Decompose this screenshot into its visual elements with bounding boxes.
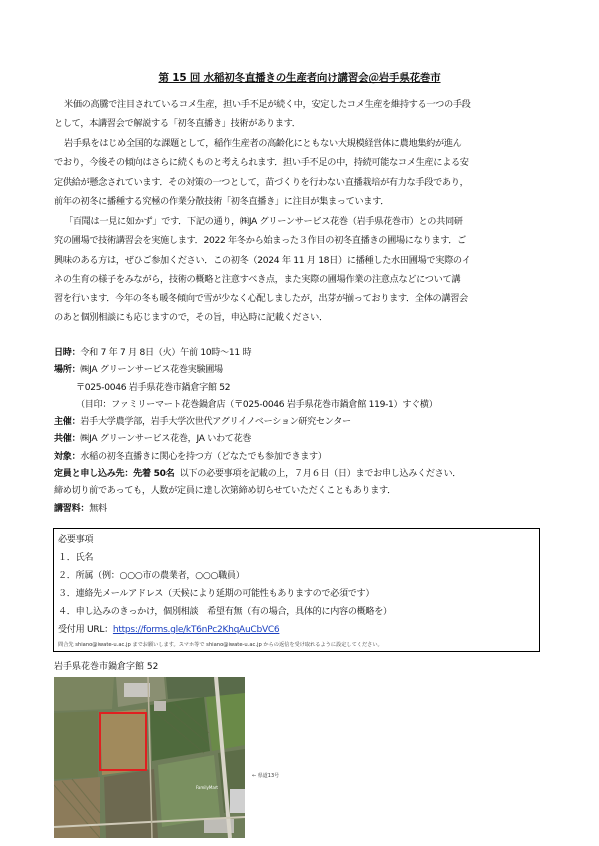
event-line: 「百聞は一見に如かず」です．下記の通り，㈱JA グリーンサービス花巻（岩手県花巻市）との共同研 — [64, 216, 463, 227]
capacity-row — [54, 466, 564, 483]
store-label: FamilyMart — [196, 785, 218, 790]
event-line: 習を行います．今年の冬も暖冬傾向で雪が少なく心配しましたが，出芽が揃っております．全体の講習会 — [54, 293, 468, 305]
cohost-row — [54, 431, 564, 448]
background-paragraph — [54, 134, 554, 211]
capacity-label: 定員と申し込み先：先着 50名 — [54, 469, 175, 480]
event-line: 究の圃場で技術講習会を実施します．2022 年冬から始まった３作目の初冬直播きの圃場になります．ご — [54, 235, 466, 247]
fee-row — [54, 501, 564, 518]
intro-paragraph — [54, 95, 554, 134]
form-url-link[interactable]: https://forms.gle/kT6nPc2KhqAuCbVC6 — [112, 625, 280, 635]
requirement-affiliation: ２．所属（例：○○○市の農業者，○○○職員） — [58, 571, 245, 581]
fee-label: 講習料： — [54, 503, 90, 514]
venue-row — [54, 362, 564, 379]
cohost-label: 共催： — [54, 434, 81, 445]
requirement-email: ３．連絡先メールアドレス（天候により延期の可能性もありますので必須です） — [58, 589, 375, 599]
target-value: 水稲の初冬直播きに関心を持つ方（どなたでも参加できます） — [80, 451, 327, 462]
event-line: ネの生育の様子をみながら，技術の概略と注意すべき点，また実際の圃場作業の注意点などについて講 — [54, 273, 461, 285]
datetime-value: 令和 7 年 7 月 8日（火）午前 10時～11 時 — [80, 348, 252, 358]
host-value: 岩手大学農学部，岩手大学次世代アグリイノベーション研究センター — [80, 417, 351, 428]
fee-value: 無料 — [89, 503, 107, 514]
cohost-value: ㈱JA グリーンサービス花巻，JA いわて花巻 — [80, 434, 252, 445]
datetime-row — [54, 345, 564, 362]
event-line: のあと個別相談にも応じますので，その旨，申込時に記載ください． — [54, 312, 328, 324]
requirement-consultation: ４．申し込みのきっかけ，個別相談 希望有無（有の場合，具体的に内容の概略を） — [58, 607, 392, 617]
event-line: 興味のある方は，ぜひご参加ください．この初冬（2024 年 11 月 18日）に播種した水田圃場で実際のイ — [54, 254, 471, 266]
venue-value: ㈱JA グリーンサービス花巻実験圃場 — [80, 365, 223, 376]
background-line: 前年の初冬に播種する究極の作業分散技術「初冬直播き」に注目が集まっています． — [54, 195, 390, 207]
requirements-heading: 必要事項 — [58, 535, 94, 545]
host-label: 主催： — [54, 417, 81, 428]
event-details — [54, 345, 564, 518]
satellite-map-image — [54, 677, 245, 838]
form-url-row — [58, 622, 279, 635]
capacity-note: 締め切り前であっても，人数が定員に達し次第締め切らせていただくこともあります． — [54, 486, 396, 497]
background-line: 岩手県をはじめ全国的な課題として，稲作生産者の高齢化にともない大規模経営体に農地集約が進ん — [64, 138, 462, 149]
event-paragraph — [54, 212, 554, 328]
host-row — [54, 414, 564, 431]
venue-label: 場所： — [54, 365, 81, 376]
requirement-name: １．氏名 — [58, 553, 94, 563]
capacity-value: 以下の必要事項を記載の上，７月６日（日）までお申し込みください． — [179, 469, 462, 480]
intro-line: 米価の高騰で注目されているコメ生産，担い手不足が続く中，安定したコメ生産を維持する一つの手段 — [64, 99, 471, 110]
datetime-label: 日時： — [54, 348, 81, 358]
form-url-label: 受付用 URL： — [58, 625, 113, 635]
target-row — [54, 449, 564, 466]
intro-line: として，本講習会で解説する「初冬直播き」技術があります． — [54, 118, 301, 130]
background-line: でおり，今後その傾向はさらに続くものと考えられます．担い手不足の中，持続可能なコメ生産による安 — [54, 157, 469, 169]
background-line: 定供給が懸念されています．その対策の一つとして，苗づくりを行わない直播栽培が有力な手段であり， — [54, 176, 469, 188]
landmark-row: （目印：ファミリーマート花巻鍋倉店（〒025-0046 岩手県花巻市鍋倉館 119-1）すぐ横） — [76, 399, 438, 410]
address-row: 〒025-0046 岩手県花巻市鍋倉字館 52 — [76, 382, 231, 393]
satellite-map — [54, 677, 245, 838]
document-title: 第 15 回 水稲初冬直播きの生産者向け講習会＠岩手県花巻市 — [158, 72, 441, 84]
contact-note: 問合先 shiano@iwate-u.ac.jp までお願いします。スマホ等で shiano@iwate-u.ac.jp からの返信を受け取れるように設定してください。 — [58, 642, 383, 648]
road-label: ← 県道13号 — [252, 773, 280, 779]
target-label: 対象： — [54, 451, 81, 462]
map-caption: 岩手県花巻市鍋倉字館 52 — [54, 662, 159, 672]
